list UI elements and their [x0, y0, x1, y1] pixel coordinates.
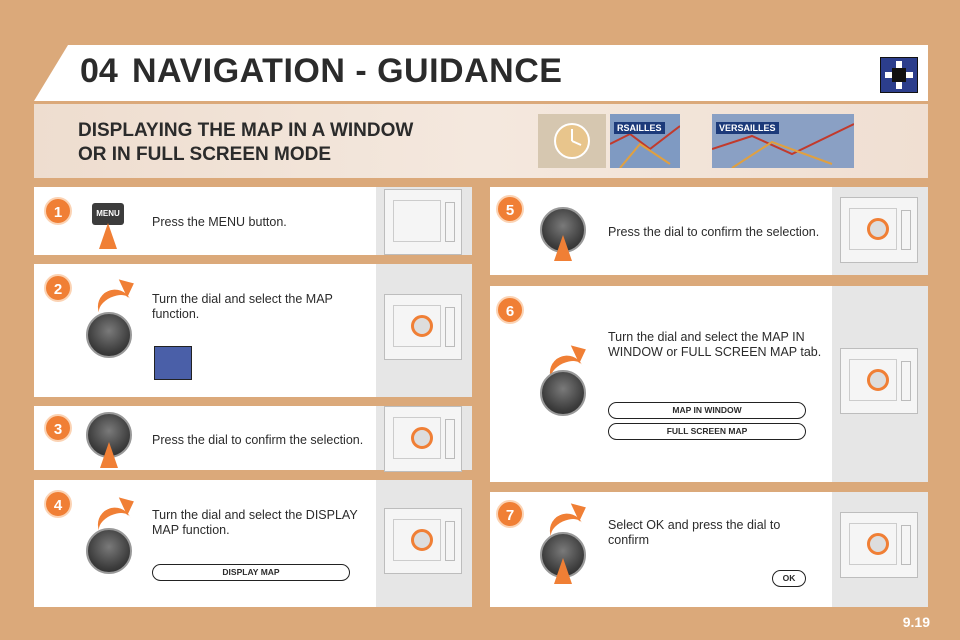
- clock-icon: [538, 114, 606, 168]
- step-number: 6: [496, 296, 524, 324]
- step-5-panel: [490, 187, 928, 275]
- section-title-line2: OR IN FULL SCREEN MODE: [78, 144, 331, 165]
- arrow-up-icon: [100, 442, 118, 468]
- dial-icon: [86, 312, 132, 358]
- step-number: 1: [44, 197, 72, 225]
- arrow-up-icon: [554, 558, 572, 584]
- map-thumbnail-full: [712, 114, 854, 168]
- arrow-up-icon: [99, 223, 117, 249]
- page-number: 9.19: [902, 614, 930, 630]
- dial-icon: [86, 528, 132, 574]
- radio-device-illustration: [840, 197, 918, 263]
- step-text: Turn the dial and select the MAP function.: [152, 292, 333, 321]
- step-text: Press the dial to confirm the selection.: [152, 433, 364, 447]
- arrow-up-icon: [554, 235, 572, 261]
- step-1-panel: [34, 187, 472, 255]
- clock-thumbnail: [538, 114, 606, 168]
- step-number: 7: [496, 500, 524, 528]
- dial-icon: [540, 370, 586, 416]
- step-number: 2: [44, 274, 72, 302]
- step-number: 5: [496, 195, 524, 223]
- radio-device-illustration: [384, 406, 462, 472]
- step-6-panel: [490, 286, 928, 482]
- step-number: 3: [44, 414, 72, 442]
- header-fold: [34, 45, 68, 101]
- map-icon: [154, 346, 192, 380]
- step-2-panel: [34, 264, 472, 397]
- ok-button[interactable]: OK: [772, 570, 806, 587]
- page-title: NAVIGATION - GUIDANCE: [132, 52, 563, 90]
- step-3-panel: [34, 406, 472, 470]
- radio-device-illustration: [384, 189, 462, 255]
- radio-device-illustration: [384, 294, 462, 360]
- radio-device-illustration: [840, 512, 918, 578]
- full-screen-map-option[interactable]: FULL SCREEN MAP: [608, 423, 806, 440]
- step-text: Turn the dial and select the DISPLAY MAP function.: [152, 508, 358, 537]
- chapter-number: 04: [80, 52, 118, 90]
- map-label: RSAILLES: [614, 122, 665, 134]
- navigation-logo-icon: [880, 57, 918, 93]
- step-7-panel: [490, 492, 928, 607]
- step-text: Press the MENU button.: [152, 215, 287, 229]
- map-label: VERSAILLES: [716, 122, 779, 134]
- step-number: 4: [44, 490, 72, 518]
- map-in-window-option[interactable]: MAP IN WINDOW: [608, 402, 806, 419]
- display-map-option[interactable]: DISPLAY MAP: [152, 564, 350, 581]
- radio-device-illustration: [384, 508, 462, 574]
- map-thumbnail-window: [610, 114, 680, 168]
- step-text: Turn the dial and select the MAP IN WINDOW or FULL SCREEN MAP tab.: [608, 330, 822, 359]
- menu-button-icon: MENU: [92, 203, 124, 225]
- step-text: Press the dial to confirm the selection.: [608, 225, 820, 239]
- step-4-panel: [34, 480, 472, 607]
- radio-device-illustration: [840, 348, 918, 414]
- section-title-line1: DISPLAYING THE MAP IN A WINDOW: [78, 120, 414, 141]
- step-text: Select OK and press the dial to confirm: [608, 518, 781, 547]
